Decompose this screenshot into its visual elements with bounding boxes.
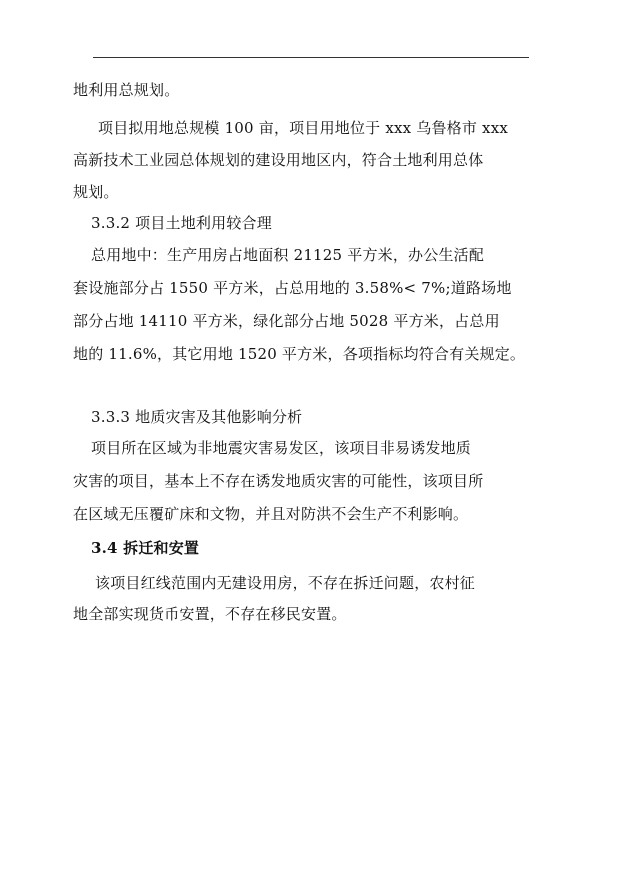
section-heading: 3.3.3 地质灾害及其他影响分析 (91, 408, 303, 426)
paragraph-line: 套设施部分占 1550 平方米，占总用地的 3.58%< 7%;道路场地 (73, 279, 512, 297)
paragraph-line: 总用地中：生产用房占地面积 21125 平方米，办公生活配 (91, 246, 485, 264)
paragraph-line: 灾害的项目，基本上不存在诱发地质灾害的可能性，该项目所 (73, 472, 484, 490)
paragraph-line: 部分占地 14110 平方米，绿化部分占地 5028 平方米，占总用 (73, 312, 500, 330)
paragraph-line: 地利用总规划。 (73, 81, 180, 99)
paragraph-line: 项目所在区域为非地震灾害易发区，该项目非易诱发地质 (91, 439, 472, 457)
paragraph-line: 高新技术工业园总体规划的建设用地区内，符合土地利用总体 (73, 151, 484, 169)
header-rule (93, 57, 529, 58)
paragraph-line: 在区域无压覆矿床和文物，并且对防洪不会生产不利影响。 (73, 505, 469, 523)
paragraph-line: 规划。 (73, 183, 119, 201)
section-heading: 3.3.2 项目土地利用较合理 (91, 214, 272, 232)
paragraph-line: 该项目红线范围内无建设用房，不存在拆迁问题，农村征 (95, 574, 476, 592)
section-heading: 3.4 拆迁和安置 (91, 539, 200, 557)
paragraph-line: 地全部实现货币安置，不存在移民安置。 (73, 605, 347, 623)
paragraph-line: 地的 11.6%，其它用地 1520 平方米，各项指标均符合有关规定。 (73, 345, 526, 363)
paragraph-line: 项目拟用地总规模 100 亩，项目用地位于 xxx 乌鲁格市 xxx (98, 119, 509, 137)
